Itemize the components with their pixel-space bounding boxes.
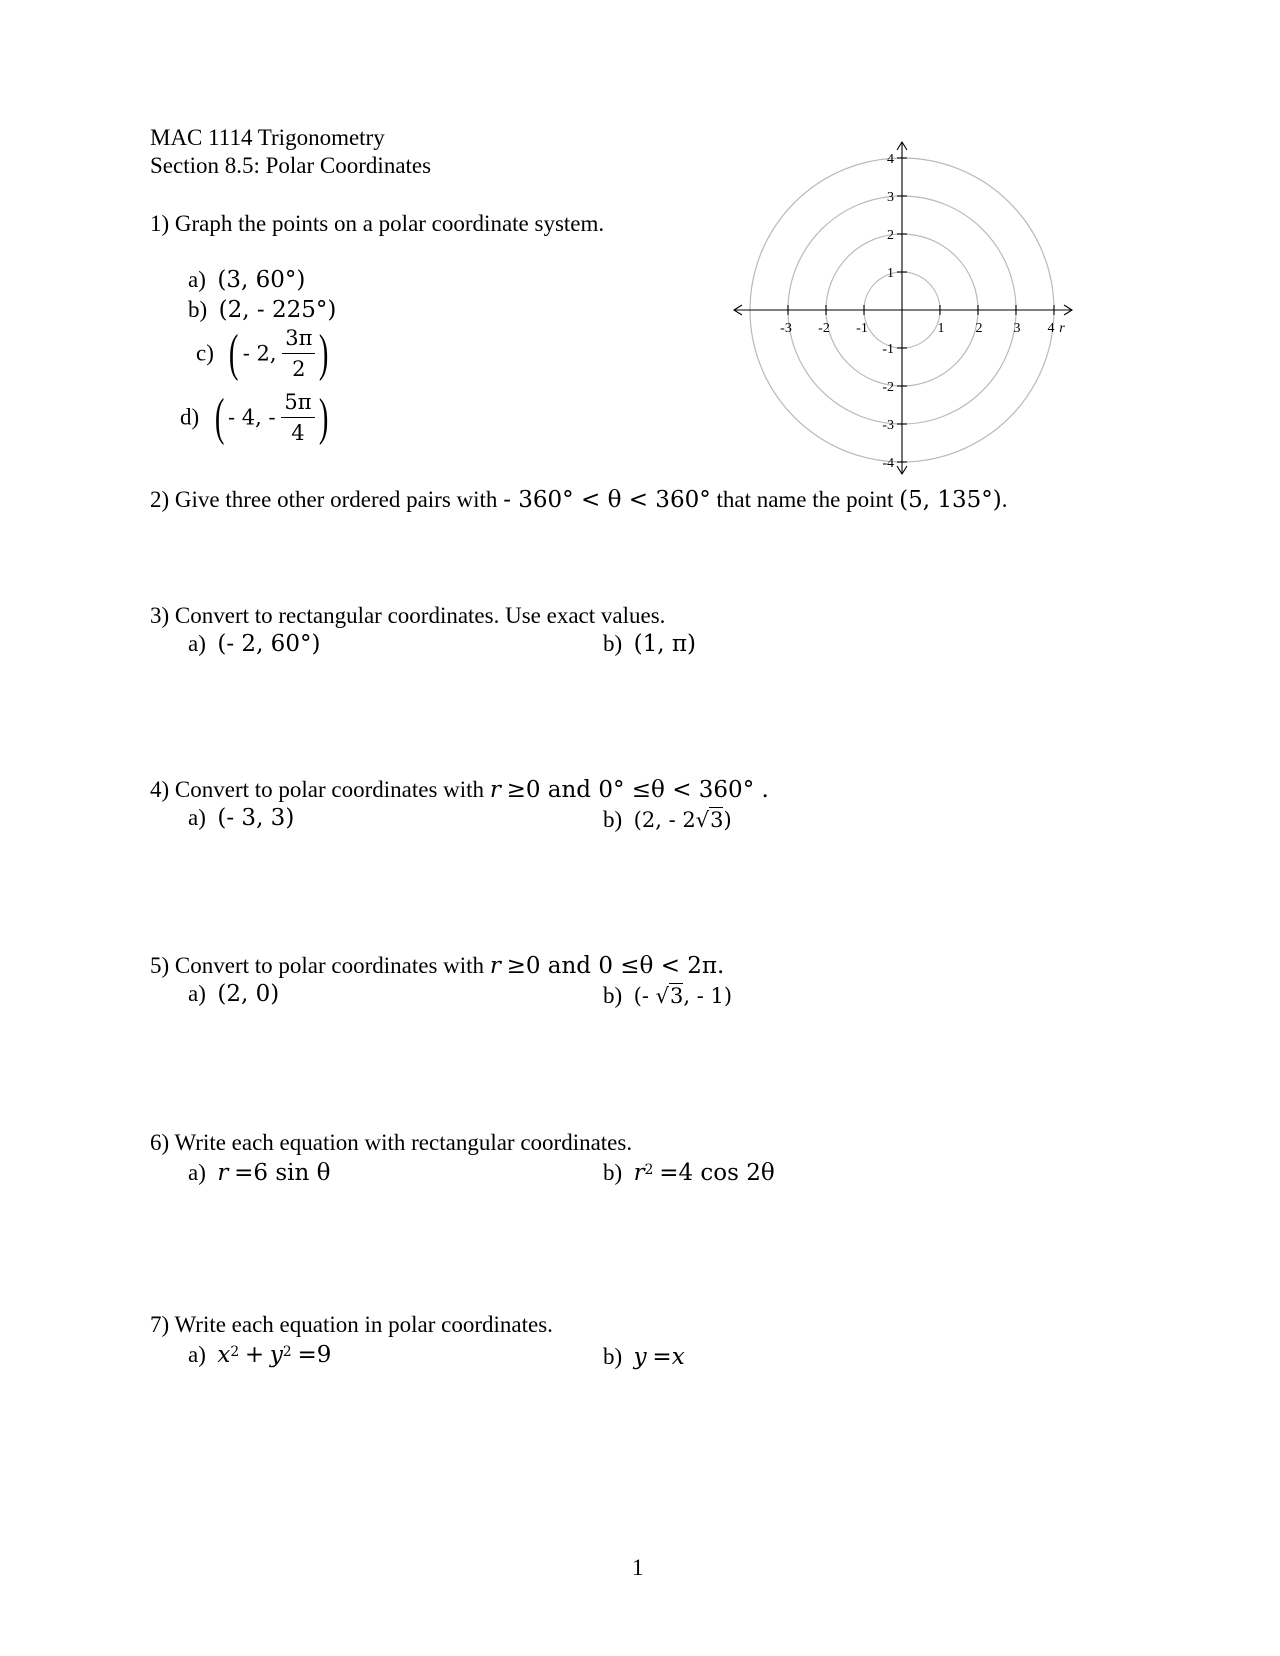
y-tick-label: 3	[887, 190, 894, 205]
q7-b	[603, 1345, 685, 1369]
axis-r-label: r	[1059, 321, 1065, 336]
polar-grid	[720, 136, 1080, 476]
q2-prompt-mid: that name the point	[716, 487, 894, 512]
q1-c-den: 2	[292, 357, 306, 381]
q3-b-value: (1, π)	[633, 631, 696, 657]
q5-b-value: (- √3, - 1)	[633, 984, 733, 1008]
q5-r-var: r	[489, 953, 501, 979]
q4-prompt-start: 4) Convert to polar coordinates with	[150, 777, 485, 802]
section-title: Section 8.5: Polar Coordinates	[150, 153, 432, 178]
q4-b-label: b)	[603, 807, 623, 832]
q1-b-label: b)	[188, 297, 208, 322]
q1-c-label: c)	[196, 340, 214, 366]
q2-end: .	[1001, 487, 1008, 512]
q6-b-rhs: =4 cos 2θ	[659, 1160, 775, 1186]
q4-prompt	[150, 778, 769, 802]
q7-b-y: y	[633, 1344, 647, 1370]
q5-a-value: (2, 0)	[217, 981, 280, 1007]
x-tick-label: 1	[937, 321, 945, 336]
q6-a-rhs: =6 sin θ	[234, 1160, 331, 1186]
q6-a-label: a)	[188, 1160, 206, 1185]
x-tick-label: -3	[780, 321, 792, 336]
y-tick-label: -2	[882, 380, 894, 395]
q1-c-fraction	[282, 326, 315, 381]
q5-prompt	[150, 954, 724, 978]
q4-b	[603, 808, 732, 831]
q2-prompt-start: 2) Give three other ordered pairs with	[150, 487, 498, 512]
q3-b	[603, 632, 696, 656]
q5-condition: ≥0 and 0 ≤θ < 2π.	[506, 953, 725, 979]
q7-b-label: b)	[603, 1344, 623, 1369]
q7-a-x-exp: 2	[230, 1343, 240, 1360]
q5-a	[188, 982, 279, 1006]
q5-b-pre: (-	[633, 984, 656, 1008]
q6-a	[188, 1161, 330, 1185]
q7-a	[188, 1343, 331, 1367]
q1-prompt: 1) Graph the points on a polar coordinate system.	[150, 211, 605, 236]
q7-a-rhs: =9	[297, 1342, 332, 1368]
q7-a-label: a)	[188, 1342, 206, 1367]
q1-d-num: 5π	[281, 390, 314, 418]
q3-a-value: (- 2, 60°)	[217, 631, 321, 657]
course-title: MAC 1114 Trigonometry	[150, 125, 385, 150]
q5-b-label: b)	[603, 983, 623, 1008]
q1-a-value: (3, 60°)	[217, 267, 306, 293]
q1-a	[188, 268, 305, 292]
y-tick-label: 1	[887, 266, 894, 281]
q7-b-rhs: =x	[652, 1344, 685, 1370]
y-tick-label: -1	[882, 342, 894, 357]
q7-a-x: x	[217, 1342, 231, 1368]
x-tick-label: 3	[1013, 321, 1021, 336]
q1-c-num: 3π	[282, 326, 315, 354]
q4-b-value: (2, - 2√3)	[633, 808, 732, 832]
q2-condition: - 360° < θ < 360°	[503, 487, 711, 513]
q6-a-var: r	[217, 1160, 229, 1186]
q5-b-post: , - 1)	[683, 984, 733, 1008]
y-tick-label: -3	[882, 418, 894, 433]
y-tick-label: -4	[882, 456, 894, 471]
q3-a-label: a)	[188, 631, 206, 656]
q1-a-label: a)	[188, 267, 206, 292]
q7-a-y-exp: 2	[282, 1343, 292, 1360]
q1-b-value: (2, - 225°)	[218, 297, 337, 323]
x-tick-label: -2	[818, 321, 830, 336]
x-tick-label: 2	[975, 321, 983, 336]
q6-b-exp: 2	[644, 1161, 654, 1178]
q1-d: d) ( - 4, - $\frac{5\pi}{4}$ )	[180, 388, 328, 446]
q1-c-r: - 2,	[242, 341, 277, 366]
q6-b-var: r	[633, 1160, 645, 1186]
q7-a-y: y	[269, 1342, 283, 1368]
x-tick-label: 4	[1047, 321, 1055, 336]
q4-a-value: (- 3, 3)	[217, 805, 295, 831]
q4-r-var: r	[489, 777, 501, 803]
q4-a	[188, 806, 294, 830]
q4-b-pre: (2, - 2	[633, 808, 696, 832]
x-tick-label: -1	[856, 321, 868, 336]
q1-d-label: d)	[180, 404, 200, 430]
q1-c: c) ( - 2, $\frac{3\pi}{2}$ )	[196, 324, 329, 382]
y-tick-label: 2	[887, 228, 894, 243]
q7-a-plus: +	[244, 1342, 265, 1368]
q4-a-label: a)	[188, 805, 206, 830]
q3-prompt: 3) Convert to rectangular coordinates. Use exact values.	[150, 603, 666, 628]
q5-a-label: a)	[188, 981, 206, 1006]
q1-d-r: - 4, -	[228, 405, 276, 430]
q5-b	[603, 984, 732, 1007]
q4-b-radicand: 3	[710, 808, 724, 832]
q6-prompt: 6) Write each equation with rectangular coordinates.	[150, 1130, 633, 1155]
q2	[150, 488, 1008, 512]
q4-b-post: )	[723, 808, 732, 832]
q2-point: (5, 135°)	[899, 487, 1002, 513]
y-tick-label: 4	[887, 152, 894, 167]
q1-d-fraction	[281, 390, 314, 445]
q3-b-label: b)	[603, 631, 623, 656]
q3-a	[188, 632, 320, 656]
q1-d-den: 4	[291, 421, 305, 445]
q4-condition: ≥0 and 0° ≤θ < 360° .	[506, 777, 769, 803]
q6-b-label: b)	[603, 1160, 623, 1185]
q5-prompt-start: 5) Convert to polar coordinates with	[150, 953, 485, 978]
q7-prompt: 7) Write each equation in polar coordinates.	[150, 1312, 553, 1337]
q5-b-radicand: 3	[670, 984, 684, 1008]
q1-b	[188, 298, 336, 322]
q6-b	[603, 1161, 775, 1185]
page-number: 1	[632, 1555, 644, 1580]
